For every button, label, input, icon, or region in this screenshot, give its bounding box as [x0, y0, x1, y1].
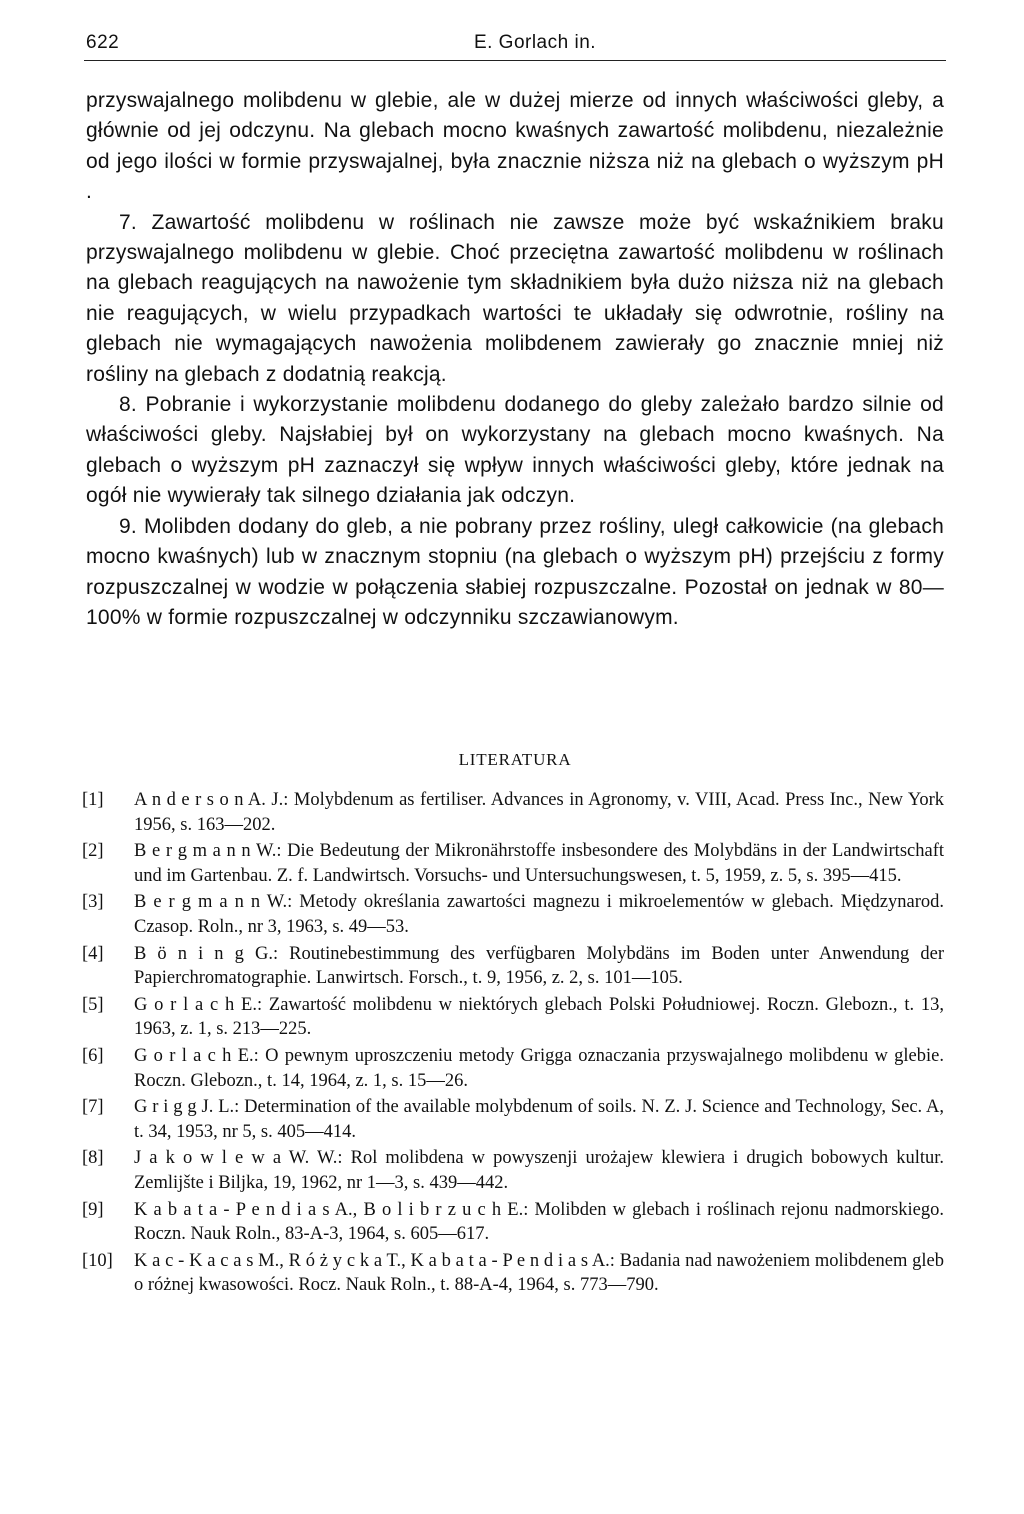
reference-number: [2]	[82, 841, 104, 862]
page-header	[84, 30, 946, 61]
reference-text: G r i g g J. L.: Determination of the available molybdenum of soils. N. Z. J. Science and Technology, Sec. A, t. 34, 1953, nr 5, s. 405—414.	[134, 1097, 944, 1142]
reference-list	[82, 788, 944, 1300]
reference-number: [4]	[82, 943, 104, 964]
running-head: E. Gorlach in.	[473, 32, 597, 53]
reference-text: G o r l a c h E.: O pewnym uproszczeniu metody Grigga oznaczania przyswajalnego molibdenu w glebie. Roczn. Glebozn., t. 14, 1964, z. 1, s. 15—26.	[134, 1045, 944, 1091]
reference-number: [10]	[82, 1250, 113, 1271]
paragraph-point-8: 8. Pobranie i wykorzystanie molibdenu dodanego do gleby zależało bardzo silnie od właściwości gleby. Najsłabiej był on wykorzystany na glebach mocno kwaśnych. Na glebach o wyższym pH zaznaczył się wpływ innych właściwości gleby, które jednak na ogół nie wywierały tak silnego działania jak odczyn.	[86, 393, 944, 508]
reference-number: [9]	[82, 1199, 104, 1220]
reference-item	[82, 1095, 944, 1144]
paragraph-point-7: 7. Zawartość molibdenu w roślinach nie zawsze może być wskaźnikiem braku przyswajalnego molibdenu w glebie. Choć przeciętna zawartość molibdenu w roślinach na glebach reagujących na nawożenie tym składnikiem była dużo niższa niż na glebach nie reagujących, w wielu przypadkach wartości te układały się odwrotnie, rośliny na glebach nie wymagających nawożenia molibdenem zawierały go znacznie mniej niż rośliny na glebach z dodatnią reakcją.	[86, 210, 944, 386]
reference-text: K a c - K a c a s M., R ó ż y c k a T., K a b a t a - P e n d i a s A.: Badania nad nawożeniem molibdenem gleb o różnej kwasowości. Rocz. Nauk Roln., t. 88-A-4, 1964, s. 773—790.	[134, 1250, 944, 1296]
reference-number: [8]	[82, 1148, 104, 1169]
body-text	[86, 86, 944, 633]
reference-text: J a k o w l e w a W. W.: Rol molibdena w powyszenji urożajew klewiera i drugich bobowych kultur. Zemlijšte i Biljka, 19, 1962, nr 1—3, s. 439—442.	[134, 1148, 944, 1193]
reference-item	[82, 942, 944, 991]
reference-item	[82, 993, 944, 1042]
reference-number: [6]	[82, 1045, 104, 1066]
reference-item	[82, 1146, 944, 1195]
reference-item	[82, 890, 944, 939]
reference-item	[82, 1249, 944, 1298]
page-number: 622	[86, 32, 120, 53]
reference-number: [7]	[82, 1097, 104, 1118]
paragraph-point-9: 9. Molibden dodany do gleb, a nie pobrany przez rośliny, uległ całkowicie (na glebach mocno kwaśnych) lub w znacznym stopniu (na glebach o wyższym pH) przejściu z formy rozpuszczalnej w wodzie w połączenia słabiej rozpuszczalne. Pozostał on jednak w 80—100% w formie rozpuszczalnej w odczynniku szczawianowym.	[86, 514, 944, 629]
reference-number: [3]	[82, 892, 104, 913]
reference-item	[82, 839, 944, 888]
reference-text: B e r g m a n n W.: Metody określania zawartości magnezu i mikroelementów w glebach. Międzynarod. Czasop. Roln., nr 3, 1963, s. 49—53.	[134, 892, 944, 937]
paragraph-continuation: przyswajalnego molibdenu w glebie, ale w dużej mierze od innych właściwości gleby, a głównie od jej odczynu. Na glebach mocno kwaśnych zawartość molibdenu, niezależnie od jego ilości w formie przyswajalnej, była znacznie niższa niż na glebach o wyższym pH .	[86, 89, 944, 204]
reference-item	[82, 1044, 944, 1093]
reference-number: [5]	[82, 994, 104, 1015]
reference-number: [1]	[82, 790, 104, 810]
reference-text: K a b a t a - P e n d i a s A., B o l i b r z u c h E.: Molibden w glebach i roślinach rejonu nadmorskiego. Roczn. Nauk Roln., 83-A-3, 1964, s. 605—617.	[134, 1199, 944, 1245]
literature-heading: LITERATURA	[458, 750, 572, 769]
reference-text: B ö n i n g G.: Routinebestimmung des verfügbaren Molybdäns im Boden unter Anwendung der Papierchromatographie. Lanwirtsch. Forsch., t. 9, 1956, z. 2, s. 101—105.	[134, 943, 944, 989]
reference-text: A n d e r s o n A. J.: Molybdenum as fertiliser. Advances in Agronomy, v. VIII, Acad. Press Inc., New York 1956, s. 163—202.	[134, 790, 944, 835]
reference-text: G o r l a c h E.: Zawartość molibdenu w niektórych glebach Polski Południowej. Roczn. Glebozn., t. 13, 1963, z. 1, s. 213—225.	[134, 994, 944, 1040]
reference-item	[82, 1198, 944, 1247]
reference-item	[82, 788, 944, 837]
reference-text: B e r g m a n n W.: Die Bedeutung der Mikronährstoffe insbesondere des Molybdäns in der Landwirtschaft und im Gartenbau. Z. f. Landwirtsch. Vorsuchs- und Untersuchungswesen, t. 5, 1959, z. 5, s. 395—415.	[134, 841, 944, 886]
